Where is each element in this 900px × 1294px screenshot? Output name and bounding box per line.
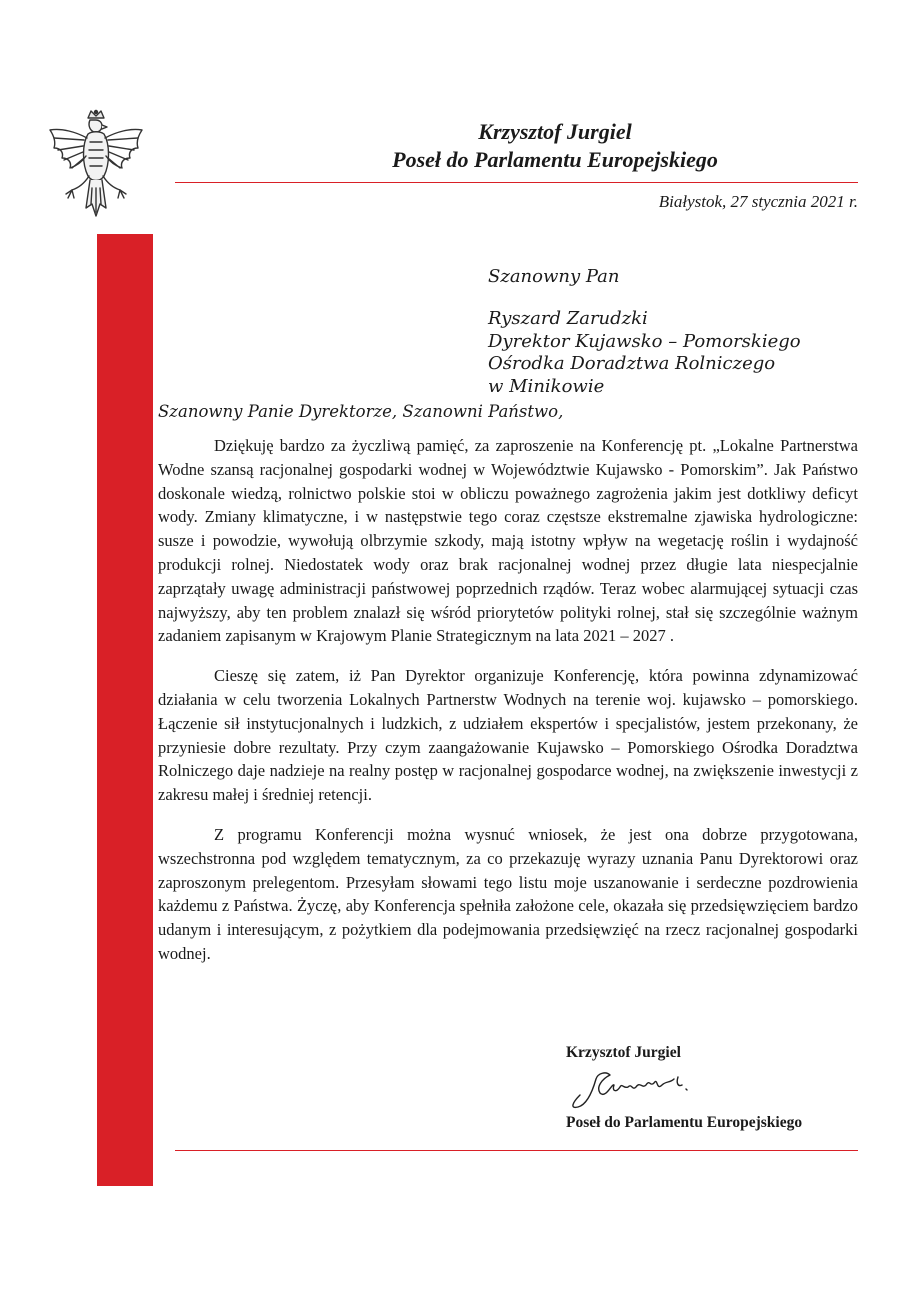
body-paragraph: Z programu Konferencji można wysnuć wniosek, że jest ona dobrze przygotowana, wszechstronna pod względem tematycznym, za co przekazuję wyrazy uznania Panu Dyrektorowi oraz zaproszonym prelegentom. Przesyłam słowami tego listu moje uszanowanie i serdeczne pozdrowienia każdemu z Państwa. Życzę, aby Konferencja spełniła założone cele, okazała się przedsięwzięciem bardzo udanym i interesującym, z pożytkiem dla podejmowania przedsięwzięć na rzecz racjonalnej gospodarki wodnej.: [158, 824, 858, 963]
handwritten-signature: [566, 1065, 716, 1111]
footer-divider: [175, 1150, 858, 1151]
letterhead: [300, 118, 810, 174]
salutation: Szanowny Panie Dyrektorze, Szanowni Państwo,: [158, 402, 564, 421]
polish-eagle-icon: [44, 108, 148, 234]
signatory-title: Poseł do Parlamentu Europejskiego: [566, 1114, 803, 1131]
body-paragraph: Dziękuję bardzo za życzliwą pamięć, za zaproszenie na Konferencję pt. „Lokalne Partnerstwa Wodne szansą racjonalnej gospodarki wodnej w Województwie Kujawsko - Pomorskim”. Jak Państwo doskonale wiedzą, rolnictwo polskie stoi w obliczu poważnego zagrożenia jakim jest dotkliwy deficyt wody. Zmiany klimatyczne, i w następstwie tego coraz częstsze ekstremalne zjawiska hydrologiczne: susze i powodzie, wywołują olbrzymie szkody, mają istotny wpływ na wegetację roślin i wydajność produkcji rolnej. Niedostatek wody oraz brak racjonalnej wodnej przez długie lata niespecjalnie zaprzątały uwagę administracji państwowej poprzednich rządów. Teraz wobec alarmującej sytuacji czas najwyższy, aby ten problem znalazł się wśród priorytetów polityki rolnej, stał się szczególnie ważnym zadaniem zapisanym w Krajowym Planie Strategicznym na lata 2021 – 2027 .: [158, 436, 858, 646]
letterhead-title: Poseł do Parlamentu Europejskiego: [392, 147, 718, 172]
signature-block: [566, 1043, 802, 1133]
body-paragraph: Cieszę się zatem, iż Pan Dyrektor organizuje Konferencję, która powinna zdynamizować działania w celu tworzenia Lokalnych Partnerstw Wodnych na terenie woj. kujawsko – pomorskiego. Łączenie sił instytucjonalnych i ludzkich, z udziałem ekspertów i specjalistów, jestem przekonany, że przyniesie dobre rezultaty. Przy czym zaangażowanie Kujawsko – Pomorskiego Ośrodka Doradztwa Rolniczego daje nadzieje na realny postęp w racjonalnej gospodarce wodnej, na zwiększenie inwestycji z zakresu małej i średniej retencji.: [158, 666, 858, 805]
recipient-position: Dyrektor Kujawsko – Pomorskiego: [488, 330, 801, 352]
letter-body: [158, 434, 858, 982]
recipient-block: [488, 266, 801, 398]
signatory-name: Krzysztof Jurgiel: [566, 1044, 681, 1061]
recipient-name: Ryszard Zarudzki: [488, 308, 648, 329]
header-divider: [175, 182, 858, 183]
letterhead-name: Krzysztof Jurgiel: [478, 119, 632, 144]
recipient-location: w Minikowie: [488, 375, 605, 397]
recipient-greeting: Szanowny Pan: [488, 266, 620, 287]
recipient-organization: Ośrodka Doradztwa Rolniczego: [488, 353, 776, 374]
letter-date: Białystok, 27 stycznia 2021 r.: [658, 192, 858, 211]
red-margin-bar: [97, 234, 153, 1186]
